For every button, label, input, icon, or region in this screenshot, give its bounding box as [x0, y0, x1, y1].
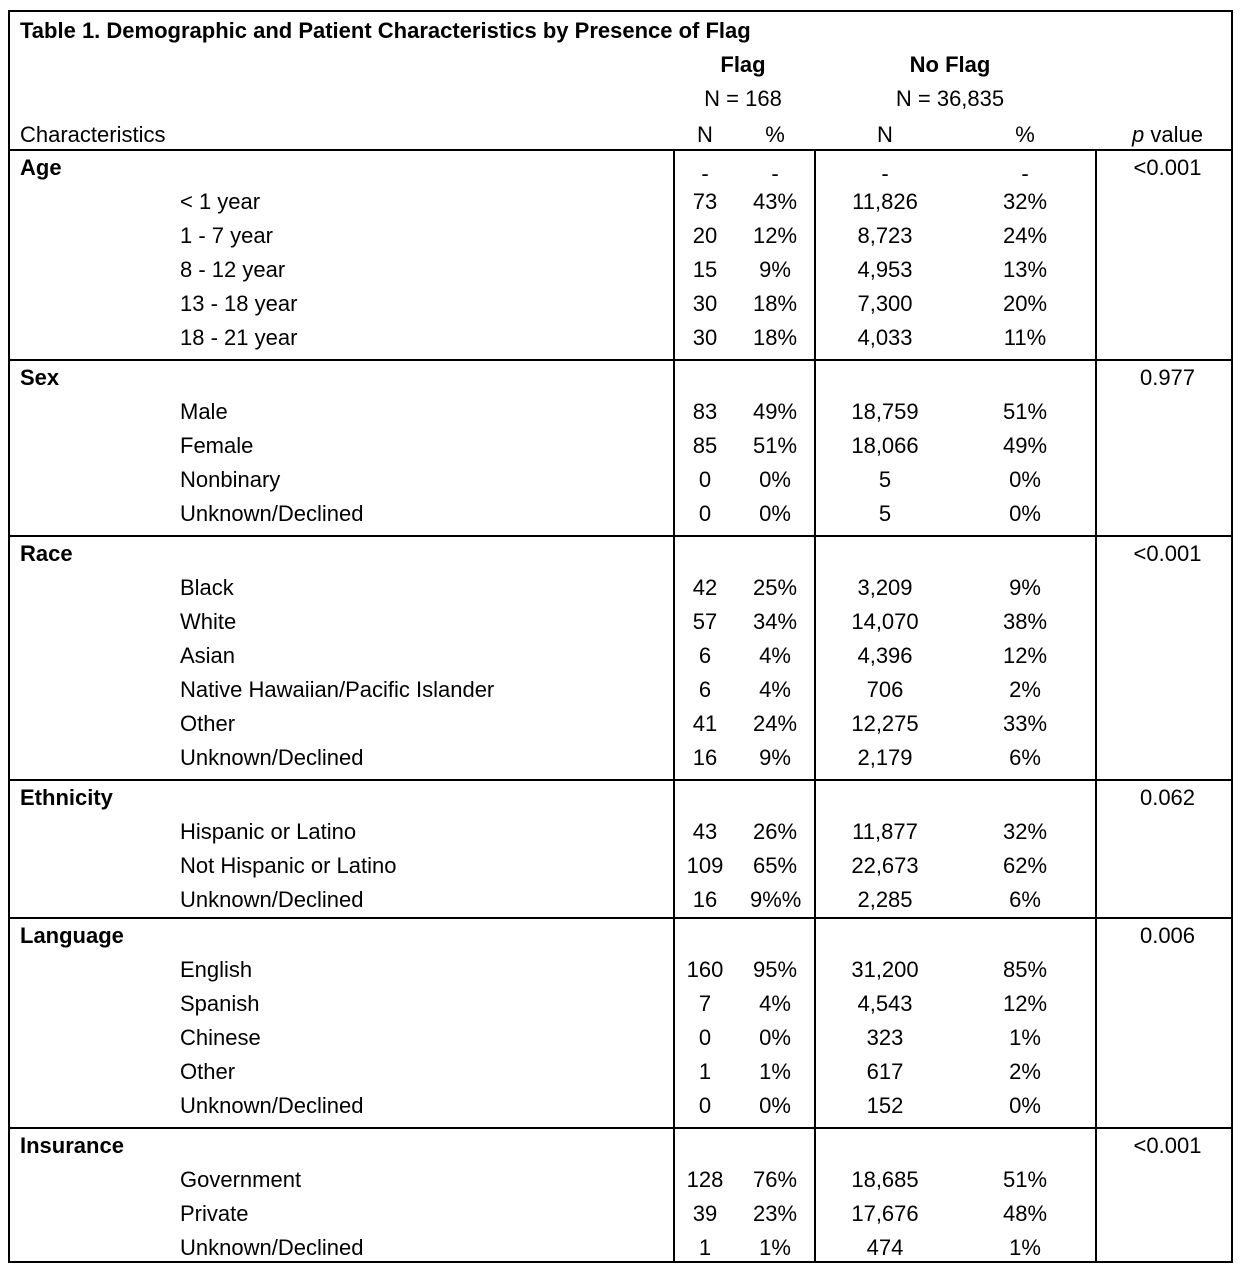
noflag-pct-value: 9% [1009, 575, 1041, 600]
flag-n-value: 39 [692, 1201, 718, 1226]
flag-pct-value: 95% [752, 957, 798, 982]
noflag-n-value: 2,285 [857, 887, 913, 912]
noflag-pct-value: 2% [1009, 677, 1041, 702]
flag-n-value: 15 [692, 257, 718, 282]
flag-n-value: 128 [686, 1167, 724, 1192]
section-label: Age [20, 155, 62, 180]
noflag-n-value: 4,953 [857, 257, 913, 282]
flag-n-value: 42 [692, 575, 718, 600]
flag-n-value: 85 [692, 433, 718, 458]
flag-header: Flag [720, 52, 766, 77]
flag-n-value: 16 [692, 887, 718, 912]
p-value: <0.001 [1133, 155, 1202, 180]
flag-pct-value: 1% [759, 1059, 791, 1084]
noflag-pct-value: 11% [1003, 325, 1047, 350]
table-title: Table 1. Demographic and Patient Characteristics by Presence of Flag [20, 18, 751, 43]
flag-pct-value: 9% [759, 745, 791, 770]
noflag-pct-value: 12% [1002, 991, 1048, 1016]
flag-n-value: 0 [698, 467, 712, 492]
noflag-pct-dash: - [1021, 161, 1029, 186]
flag-pct-value: 4% [759, 677, 791, 702]
p-value-header [1115, 123, 1220, 147]
noflag-pct-value: 24% [1002, 223, 1048, 248]
flag-n-value: 57 [692, 609, 718, 634]
flag-n-value: 43 [692, 819, 718, 844]
column-rule [673, 149, 675, 1263]
row-label: 1 - 7 year [180, 223, 273, 248]
flag-n-value: 6 [698, 677, 712, 702]
flag-n-value: 41 [692, 711, 718, 736]
row-label: Not Hispanic or Latino [180, 853, 397, 878]
header-rule [10, 149, 1231, 151]
flag-pct-value: 76% [752, 1167, 798, 1192]
column-rule [814, 149, 816, 1263]
section-divider [10, 1127, 1231, 1129]
section-label: Race [20, 541, 73, 566]
noflag-pct-value: 1% [1009, 1025, 1041, 1050]
flag-n-value: 73 [692, 189, 718, 214]
noflag-pct-value: 13% [1002, 257, 1048, 282]
row-label: Spanish [180, 991, 260, 1016]
p-value: 0.977 [1139, 365, 1196, 390]
noflag-n-value: 617 [866, 1059, 904, 1084]
noflag-pct-value: 2% [1009, 1059, 1041, 1084]
noflag-n-value: 474 [866, 1235, 904, 1260]
noflag-pct-value: 1% [1009, 1235, 1041, 1260]
noflag-pct-value: 85% [1002, 957, 1048, 982]
flag-n-value: 6 [698, 643, 712, 668]
row-label: Private [180, 1201, 249, 1226]
noflag-n-value: 11,826 [852, 189, 918, 214]
flag-n-value: 1 [698, 1235, 712, 1260]
flag-n-value: 7 [698, 991, 712, 1016]
flag-pct-value: 43% [752, 189, 798, 214]
flag-pct-value: 4% [759, 643, 791, 668]
flag-pct-value: 1% [759, 1235, 791, 1260]
noflag-pct-value: 12% [1002, 643, 1048, 668]
noflag-pct-value: 0% [1009, 1093, 1041, 1118]
flag-pct-value: 0% [759, 501, 791, 526]
noflag-pct-value: 6% [1009, 887, 1041, 912]
flag-n-value: 0 [698, 1025, 712, 1050]
noflag-pct-value: 0% [1009, 501, 1041, 526]
p-value: <0.001 [1133, 1133, 1202, 1158]
row-label: English [180, 957, 253, 982]
noflag-n-value: 4,033 [857, 325, 913, 350]
row-label: Asian [180, 643, 236, 668]
flag-n: N = 168 [704, 86, 782, 111]
flag-pct-value: 0% [759, 467, 791, 492]
noflag-n-value: 14,070 [851, 609, 919, 634]
p-value-text: value [1144, 122, 1203, 147]
flag-pct-value: 9% [759, 257, 791, 282]
flag-pct-value: 0% [759, 1025, 791, 1050]
flag-pct-value: 26% [752, 819, 798, 844]
section-divider [10, 359, 1231, 361]
flag-pct-value: 24% [752, 711, 798, 736]
row-label: Male [180, 399, 228, 424]
noflag-pct-value: 33% [1002, 711, 1048, 736]
row-label: Nonbinary [180, 467, 281, 492]
noflag-n-value: 31,200 [851, 957, 919, 982]
noflag-pct-col: % [1015, 122, 1035, 147]
noflag-n-value: 22,673 [851, 853, 919, 878]
row-label: Hispanic or Latino [180, 819, 357, 844]
row-label: < 1 year [180, 189, 261, 214]
noflag-n-value: 18,759 [851, 399, 919, 424]
noflag-pct-value: 32% [1002, 819, 1048, 844]
row-label: 18 - 21 year [180, 325, 298, 350]
flag-n-value: 1 [698, 1059, 712, 1084]
flag-pct-value: 34% [752, 609, 798, 634]
flag-pct-value: 49% [752, 399, 798, 424]
row-label: Unknown/Declined [180, 1235, 364, 1260]
flag-pct-value: 18% [752, 291, 798, 316]
flag-n-dash: - [701, 161, 709, 186]
row-label: Other [180, 1059, 236, 1084]
section-divider [10, 535, 1231, 537]
section-divider [10, 917, 1231, 919]
noflag-n-value: 152 [866, 1093, 904, 1118]
flag-pct-col: % [765, 122, 785, 147]
p-value: 0.062 [1139, 785, 1196, 810]
row-label: Native Hawaiian/Pacific Islander [180, 677, 495, 702]
noflag-pct-value: 51% [1002, 399, 1048, 424]
row-label: Female [180, 433, 254, 458]
flag-pct-value: 0% [759, 1093, 791, 1118]
noflag-n-value: 11,877 [852, 819, 918, 844]
noflag-pct-value: 38% [1002, 609, 1048, 634]
noflag-n-value: 4,543 [857, 991, 913, 1016]
row-label: Unknown/Declined [180, 887, 364, 912]
row-label: Unknown/Declined [180, 745, 364, 770]
flag-n-value: 30 [692, 291, 718, 316]
noflag-n-value: 5 [878, 467, 892, 492]
flag-pct-dash: - [771, 161, 779, 186]
p-value: 0.006 [1139, 923, 1196, 948]
noflag-pct-value: 62% [1002, 853, 1048, 878]
noflag-n-value: 18,066 [851, 433, 919, 458]
row-label: Other [180, 711, 236, 736]
noflag-pct-value: 20% [1002, 291, 1048, 316]
flag-n-value: 0 [698, 1093, 712, 1118]
noflag-n-value: 7,300 [857, 291, 913, 316]
row-label: Unknown/Declined [180, 1093, 364, 1118]
noflag-n-value: 17,676 [851, 1201, 919, 1226]
noflag-pct-value: 32% [1002, 189, 1048, 214]
noflag-pct-value: 0% [1009, 467, 1041, 492]
flag-pct-value: 25% [752, 575, 798, 600]
row-label: White [180, 609, 237, 634]
row-label: Black [180, 575, 234, 600]
section-label: Language [20, 923, 124, 948]
section-label: Insurance [20, 1133, 124, 1158]
row-label: Unknown/Declined [180, 501, 364, 526]
row-label: 8 - 12 year [180, 257, 286, 282]
flag-pct-value: 12% [752, 223, 798, 248]
flag-n-value: 30 [692, 325, 718, 350]
flag-n-value: 0 [698, 501, 712, 526]
section-label: Ethnicity [20, 785, 113, 810]
section-divider [10, 779, 1231, 781]
row-label: Chinese [180, 1025, 261, 1050]
row-label: 13 - 18 year [180, 291, 298, 316]
flag-n-value: 20 [692, 223, 718, 248]
flag-pct-value: 23% [752, 1201, 798, 1226]
p-italic: p [1132, 122, 1145, 147]
row-label: Government [180, 1167, 302, 1192]
column-rule [1095, 149, 1097, 1263]
flag-n-value: 109 [686, 853, 724, 878]
flag-n-value: 83 [692, 399, 718, 424]
flag-pct-value: 18% [752, 325, 798, 350]
noflag-header: No Flag [909, 52, 991, 77]
flag-n-col: N [697, 122, 713, 147]
noflag-pct-value: 48% [1002, 1201, 1048, 1226]
flag-pct-value: 65% [752, 853, 798, 878]
flag-n-value: 16 [692, 745, 718, 770]
flag-pct-value: 4% [759, 991, 791, 1016]
flag-pct-value: 9%% [750, 887, 802, 912]
characteristics-header: Characteristics [20, 122, 166, 147]
noflag-n-value: 323 [866, 1025, 904, 1050]
noflag-n-value: 5 [878, 501, 892, 526]
noflag-n-value: 12,275 [851, 711, 919, 736]
noflag-n-col: N [877, 122, 893, 147]
noflag-pct-value: 51% [1002, 1167, 1048, 1192]
noflag-n-value: 2,179 [857, 745, 913, 770]
noflag-n: N = 36,835 [895, 86, 1005, 111]
noflag-n-value: 8,723 [857, 223, 913, 248]
noflag-n-dash: - [881, 161, 889, 186]
noflag-n-value: 18,685 [851, 1167, 919, 1192]
demographics-table [8, 10, 1233, 1263]
flag-pct-value: 51% [752, 433, 798, 458]
noflag-pct-value: 49% [1002, 433, 1048, 458]
noflag-pct-value: 6% [1009, 745, 1041, 770]
section-label: Sex [20, 365, 60, 390]
noflag-n-value: 4,396 [857, 643, 913, 668]
p-value: <0.001 [1133, 541, 1202, 566]
noflag-n-value: 3,209 [857, 575, 913, 600]
noflag-n-value: 706 [866, 677, 904, 702]
flag-n-value: 160 [686, 957, 724, 982]
